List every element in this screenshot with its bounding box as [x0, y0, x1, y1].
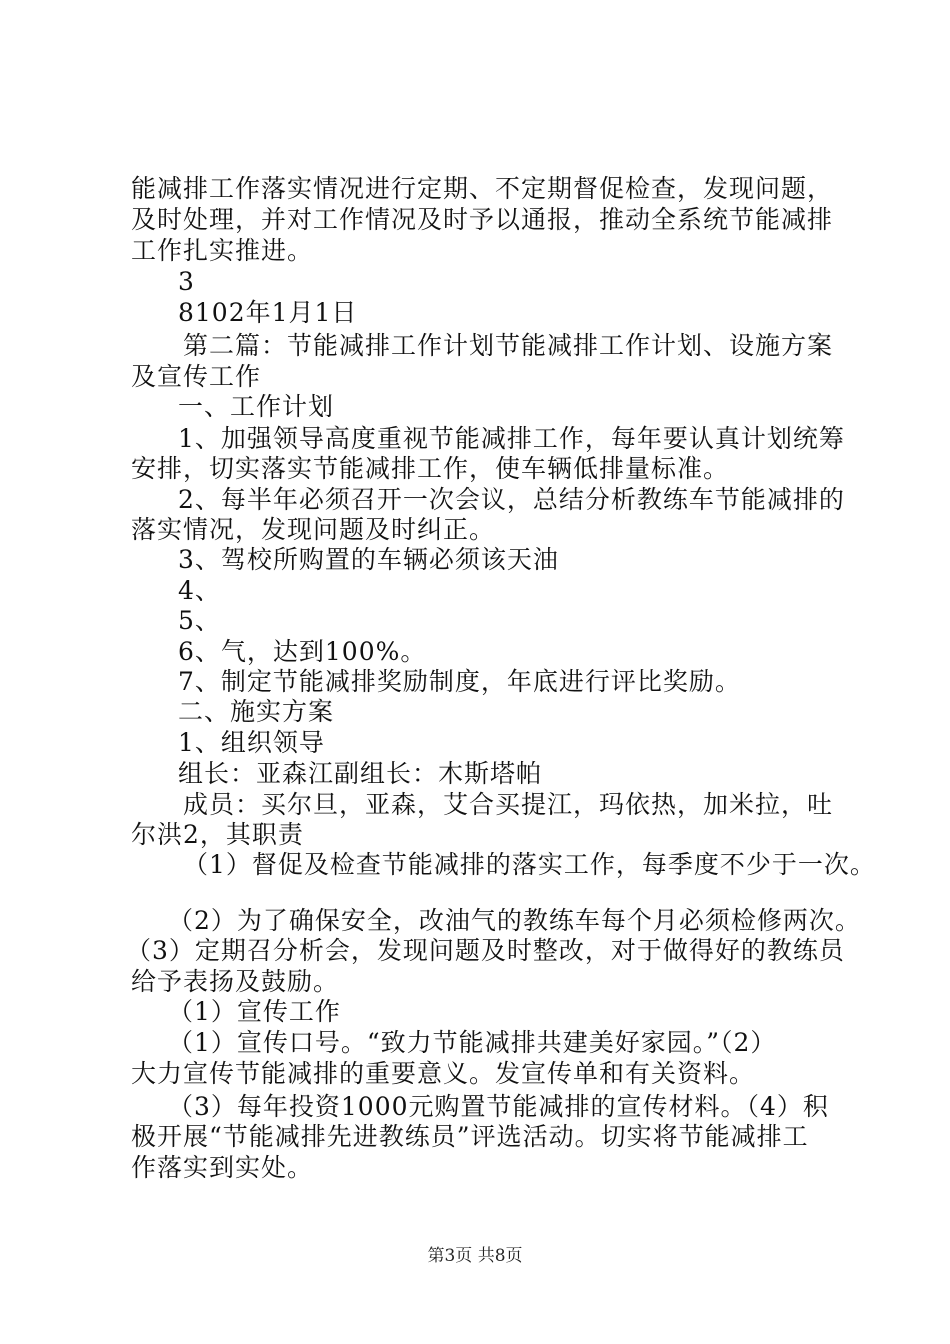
body-line-32: 作落实到实处。: [131, 1153, 314, 1182]
body-line-25: （3）定期召分析会，发现问题及时整改，对于做得好的教练员: [126, 936, 845, 965]
date-line: 8102年1月1日: [178, 298, 358, 327]
body-line-12: 落实情况，发现问题及时纠正。: [131, 515, 496, 544]
body-line-15: 5、: [178, 606, 221, 635]
body-line-2: 及时处理，并对工作情况及时予以通报，推动全系统节能减排: [131, 205, 834, 234]
body-line-22: 尔洪2，其职责: [131, 820, 304, 849]
body-line-24: （2）为了确保安全，改油气的教练车每个月必须检修两次。: [168, 906, 861, 935]
heading-work-plan: 一、工作计划: [178, 392, 335, 421]
body-line-29: 大力宣传节能减排的重要意义。发宣传单和有关资料。: [131, 1059, 756, 1088]
body-line-10: 安排，切实落实节能减排工作，使车辆低排量标准。: [131, 454, 730, 483]
body-line-4: 3: [178, 267, 195, 296]
body-line-13: 3、驾校所购置的车辆必须该天油: [178, 545, 559, 574]
body-line-20: 组长：亚森江副组长：木斯塔帕: [178, 759, 543, 788]
heading-implementation-plan: 二、施实方案: [178, 697, 335, 726]
body-line-26: 给予表扬及鼓励。: [131, 967, 340, 996]
body-line-30: （3）每年投资1000元购置节能减排的宣传材料。（4）积: [168, 1092, 829, 1121]
body-line-19: 1、组织领导: [178, 728, 325, 757]
body-line-17: 7、制定节能减排奖励制度，年底进行评比奖励。: [178, 667, 741, 696]
section-heading-line-1: 第二篇：节能减排工作计划节能减排工作计划、设施方案: [183, 331, 834, 360]
body-line-31: 极开展“节能减排先进教练员”评选活动。切实将节能减排工: [131, 1122, 809, 1151]
body-line-21: 成员：买尔旦，亚森，艾合买提江，玛依热，加米拉，吐: [183, 790, 834, 819]
body-line-14: 4、: [178, 576, 221, 605]
page-footer: 第3页 共8页: [427, 1246, 523, 1266]
heading-publicity: （1）宣传工作: [168, 997, 341, 1026]
body-line-1: 能减排工作落实情况进行定期、不定期督促检查，发现问题，: [131, 174, 834, 203]
body-line-16: 6、气，达到100%。: [178, 637, 427, 666]
body-line-3: 工作扎实推进。: [131, 236, 314, 265]
body-line-28: （1）宣传口号。“致力节能减排共建美好家园。”（2）: [168, 1028, 777, 1057]
body-line-9: 1、加强领导高度重视节能减排工作，每年要认真计划统筹: [178, 424, 845, 453]
body-line-11: 2、每半年必须召开一次会议，总结分析教练车节能减排的: [178, 485, 845, 514]
body-line-23: （1）督促及检查节能减排的落实工作，每季度不少于一次。: [183, 850, 876, 879]
section-heading-line-2: 及宣传工作: [131, 362, 262, 391]
